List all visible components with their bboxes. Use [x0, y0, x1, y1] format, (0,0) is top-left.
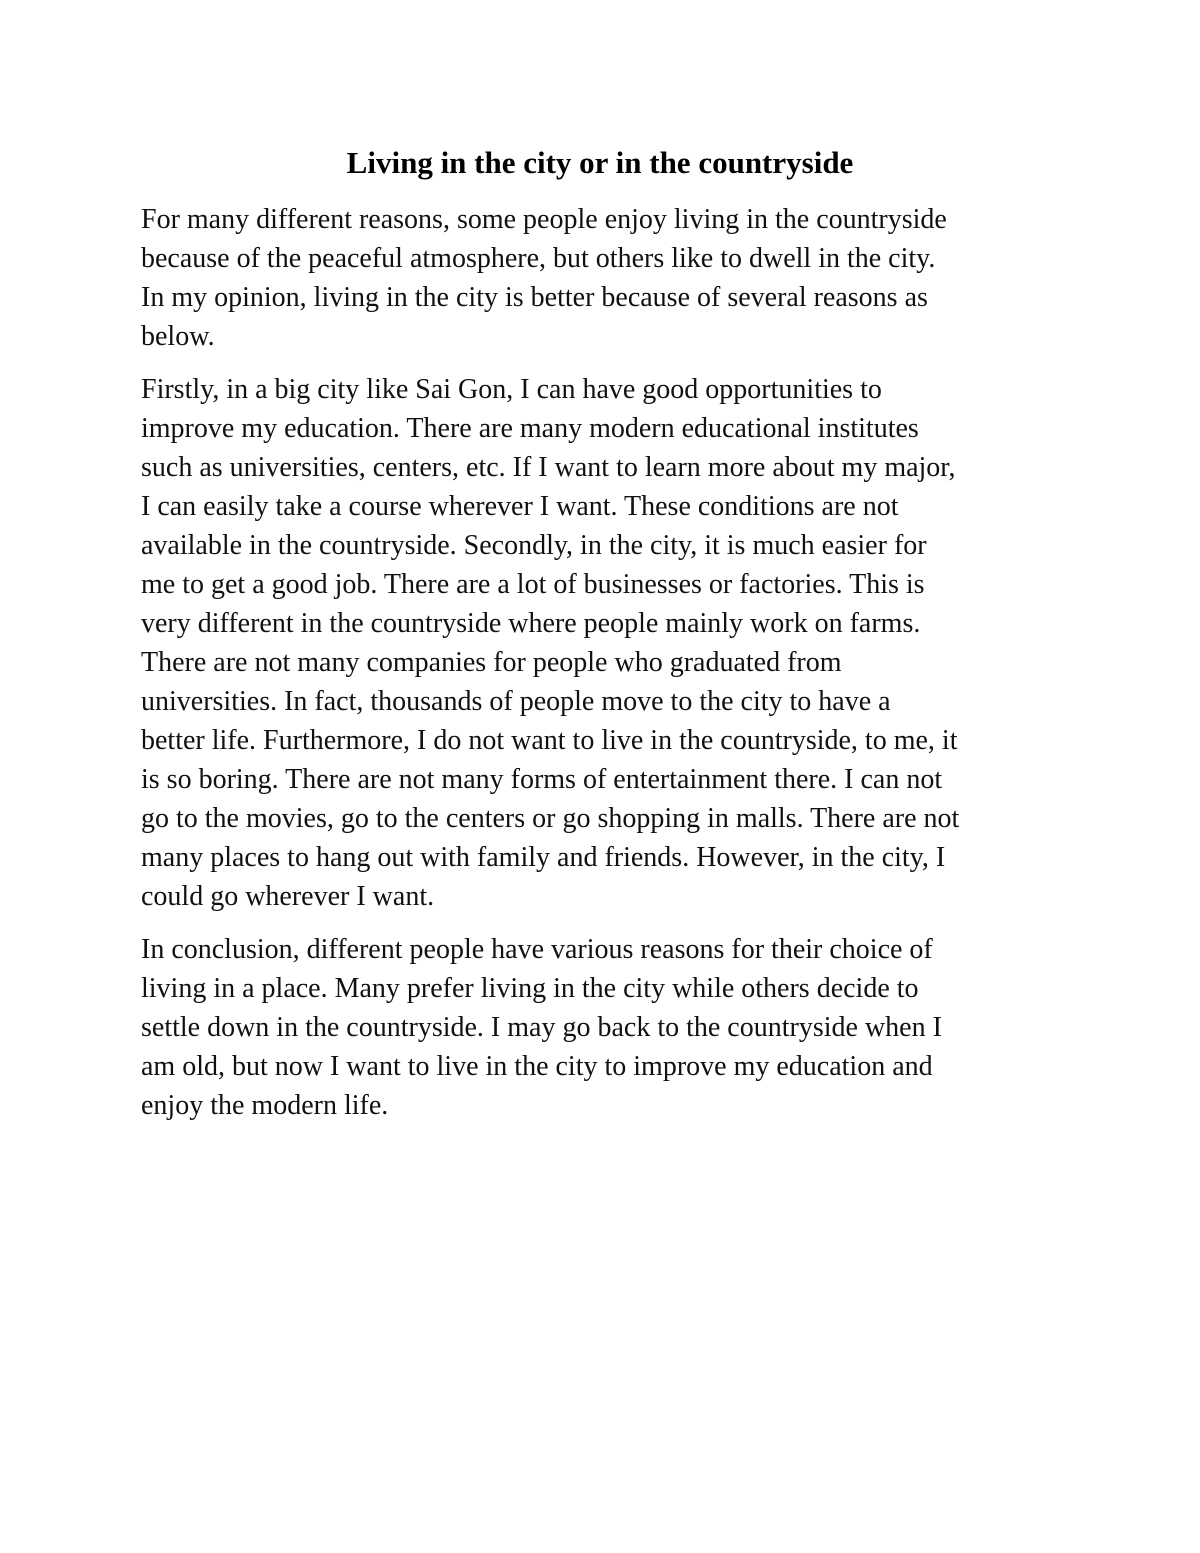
document-body — [141, 200, 1066, 1139]
text-line: many places to hang out with family and friends. However, in the city, I — [141, 842, 946, 873]
text-line: settle down in the countryside. I may go back to the countryside when I — [141, 1012, 942, 1043]
text-line: There are not many companies for people who graduated from — [141, 647, 842, 678]
text-line: In my opinion, living in the city is better because of several reasons as — [141, 282, 928, 313]
text-line: Firstly, in a big city like Sai Gon, I can have good opportunities to — [141, 374, 882, 405]
text-line: I can easily take a course wherever I want. These conditions are not — [141, 491, 899, 522]
paragraph-conclusion — [141, 930, 1066, 1125]
text-line: below. — [141, 321, 215, 352]
text-line: because of the peaceful atmosphere, but others like to dwell in the city. — [141, 243, 936, 274]
text-line: could go wherever I want. — [141, 881, 435, 912]
text-line: For many different reasons, some people enjoy living in the countryside — [141, 204, 947, 235]
document-title: Living in the city or in the countryside — [346, 145, 854, 180]
text-line: me to get a good job. There are a lot of businesses or factories. This is — [141, 569, 925, 600]
paragraph-intro — [141, 200, 1066, 356]
text-line: universities. In fact, thousands of people move to the city to have a — [141, 686, 891, 717]
text-line: such as universities, centers, etc. If I want to learn more about my major, — [141, 452, 956, 483]
text-line: available in the countryside. Secondly, in the city, it is much easier for — [141, 530, 927, 561]
text-line: very different in the countryside where people mainly work on farms. — [141, 608, 921, 639]
text-line: am old, but now I want to live in the city to improve my education and — [141, 1051, 933, 1082]
text-line: is so boring. There are not many forms of entertainment there. I can not — [141, 764, 943, 795]
text-line: go to the movies, go to the centers or go shopping in malls. There are not — [141, 803, 960, 834]
text-line: improve my education. There are many modern educational institutes — [141, 413, 919, 444]
text-line: better life. Furthermore, I do not want to live in the countryside, to me, it — [141, 725, 958, 756]
text-line: enjoy the modern life. — [141, 1090, 389, 1121]
text-line: living in a place. Many prefer living in the city while others decide to — [141, 973, 919, 1004]
text-line: In conclusion, different people have various reasons for their choice of — [141, 934, 933, 965]
paragraph-body — [141, 370, 1066, 916]
